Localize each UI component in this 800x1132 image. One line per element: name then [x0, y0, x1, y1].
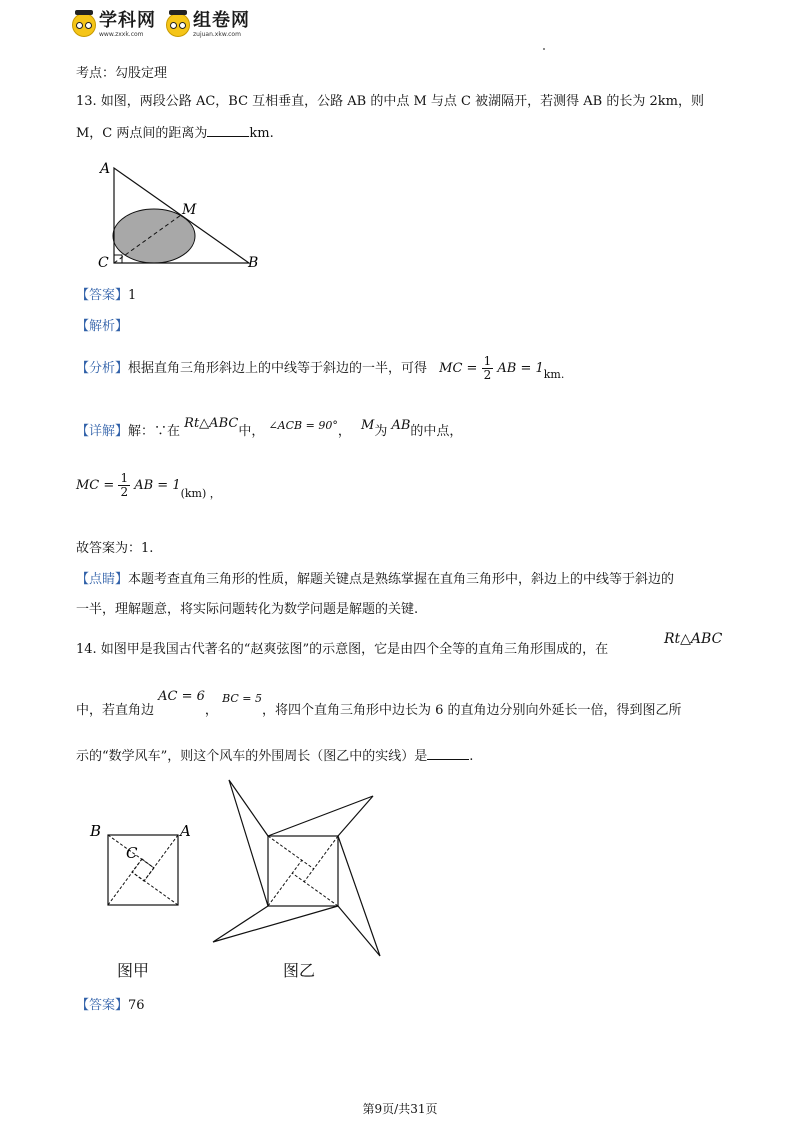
label-b: B: [90, 822, 102, 840]
label-b: B: [248, 255, 259, 271]
dianjing-line1: 本题考查直角三角形的性质，解题关键点是熟练掌握在直角三角形中，斜边上的中线等于斜边的: [128, 572, 675, 587]
logo1-name: 学科网: [99, 10, 156, 31]
mascot-icon: [166, 13, 190, 37]
q14-line1-math: Rt△ABC: [664, 631, 723, 647]
q13-answer: [76, 287, 136, 305]
fenxi-den: 2: [483, 368, 492, 383]
inner-dashed-lines: [108, 835, 178, 905]
answer-tag: 【答案】: [76, 288, 129, 303]
label-c: C: [126, 844, 138, 862]
q14-line3: [76, 747, 473, 766]
fenxi-tag: 【分析】: [76, 361, 129, 377]
q13-xiangjie: [76, 416, 463, 441]
label-a: A: [180, 822, 191, 840]
xiangjie-m: M: [361, 418, 375, 433]
fenxi-unit: km.: [543, 368, 565, 382]
q13-line2: [76, 124, 274, 143]
q14-answer: [76, 997, 145, 1015]
xiangjie-text5: 的中点，: [410, 424, 463, 439]
header-logos: [72, 12, 250, 38]
xiangjie-text4: 为: [374, 424, 388, 439]
caption-yi: 图乙: [283, 961, 316, 980]
calc-right: AB = 1: [134, 478, 181, 494]
stray-dot: [543, 48, 545, 50]
windmill-dashed: [268, 836, 338, 906]
figure-jia: [88, 818, 208, 918]
q14-line1: 14. 如图甲是我国古代著名的“赵爽弦图”的示意图，它是由四个全等的直角三角形围成的，在: [76, 642, 609, 657]
label-a: A: [100, 161, 111, 177]
answer-tag-14: 【答案】: [76, 998, 129, 1013]
figure-yi: [205, 770, 385, 970]
q14-ac: AC = 6: [158, 689, 205, 704]
logo2-url: zujuan.xkw.com: [193, 31, 241, 38]
calc-num: 1: [120, 471, 129, 485]
q13-dianjing-line2: 一半，理解题意，将实际问题转化为数学问题是解题的关键.: [76, 602, 419, 617]
caption-jia: 图甲: [117, 961, 150, 980]
q13-fenxi: [76, 355, 564, 382]
xiangjie-text3: ，: [337, 424, 351, 439]
xiangjie-rt: Rt△ABC: [184, 416, 239, 431]
xiangjie-tag: 【详解】: [76, 424, 129, 439]
q13-line1: 13. 如图，两段公路 AC，BC 互相垂直，公路 AB 的中点 M 与点 C 被湖隔开，若测得 AB 的长为 2km，则: [76, 94, 704, 109]
answer-blank-14: [427, 747, 469, 760]
q13-guda: 故答案为：1.: [76, 541, 154, 556]
answer-value-14: 76: [128, 998, 145, 1013]
logo1-url: www.zxxk.com: [99, 31, 144, 38]
q13-line2-text: M，C 两点间的距离为: [76, 126, 208, 141]
answer-value: 1: [128, 288, 137, 303]
q13-jiexi: 【解析】: [76, 319, 129, 334]
q14-line2-a: 中，若直角边: [76, 703, 155, 718]
xiangjie-text2: 中，: [238, 424, 265, 439]
xiangjie-angle: ∠ACB = 90°: [268, 419, 338, 432]
kaodian: 考点：勾股定理: [76, 66, 168, 81]
q14-line3-b: .: [469, 749, 474, 764]
calc-left: MC =: [76, 478, 115, 494]
fenxi-text: 根据直角三角形斜边上的中线等于斜边的一半，可得: [128, 361, 428, 377]
q14-bc: BC = 5: [222, 692, 262, 705]
outer-square: [108, 835, 178, 905]
fenxi-math-left: MC =: [439, 361, 478, 377]
q14-line2-b: ，: [204, 703, 218, 718]
calc-den: 2: [120, 485, 129, 500]
q13-line2-unit: km.: [249, 126, 274, 141]
q13-calc: [76, 472, 221, 499]
logo2-name: 组卷网: [193, 10, 250, 31]
zujuan-logo: [166, 12, 250, 38]
q14-line2-c: ，将四个直角三角形中边长为 6 的直角边分别向外延长一倍，得到图乙所: [262, 703, 682, 718]
mascot-icon: [72, 13, 96, 37]
fenxi-fraction: [482, 355, 494, 382]
q14-line2: [76, 689, 682, 720]
center-square: [268, 836, 338, 906]
q14-line3-a: 示的“数学风车”，则这个风车的外围周长（图乙中的实线）是: [76, 749, 428, 764]
dianjing-tag: 【点睛】: [76, 572, 129, 587]
q13-dianjing: [76, 571, 674, 589]
label-c: C: [98, 255, 109, 271]
fenxi-math-right: AB = 1: [497, 361, 544, 377]
xiangjie-ab: AB: [391, 418, 411, 433]
fenxi-num: 1: [483, 354, 492, 368]
zxxk-logo: [72, 12, 156, 38]
label-m: M: [182, 202, 197, 218]
page-footer: 第9页/共31页: [362, 1102, 438, 1116]
calc-fraction: [118, 472, 130, 499]
calc-unit: (km) ，: [180, 487, 221, 501]
xiangjie-text1: 解：∵在: [128, 424, 181, 439]
answer-blank: [207, 124, 249, 137]
q13-figure: [96, 156, 266, 276]
